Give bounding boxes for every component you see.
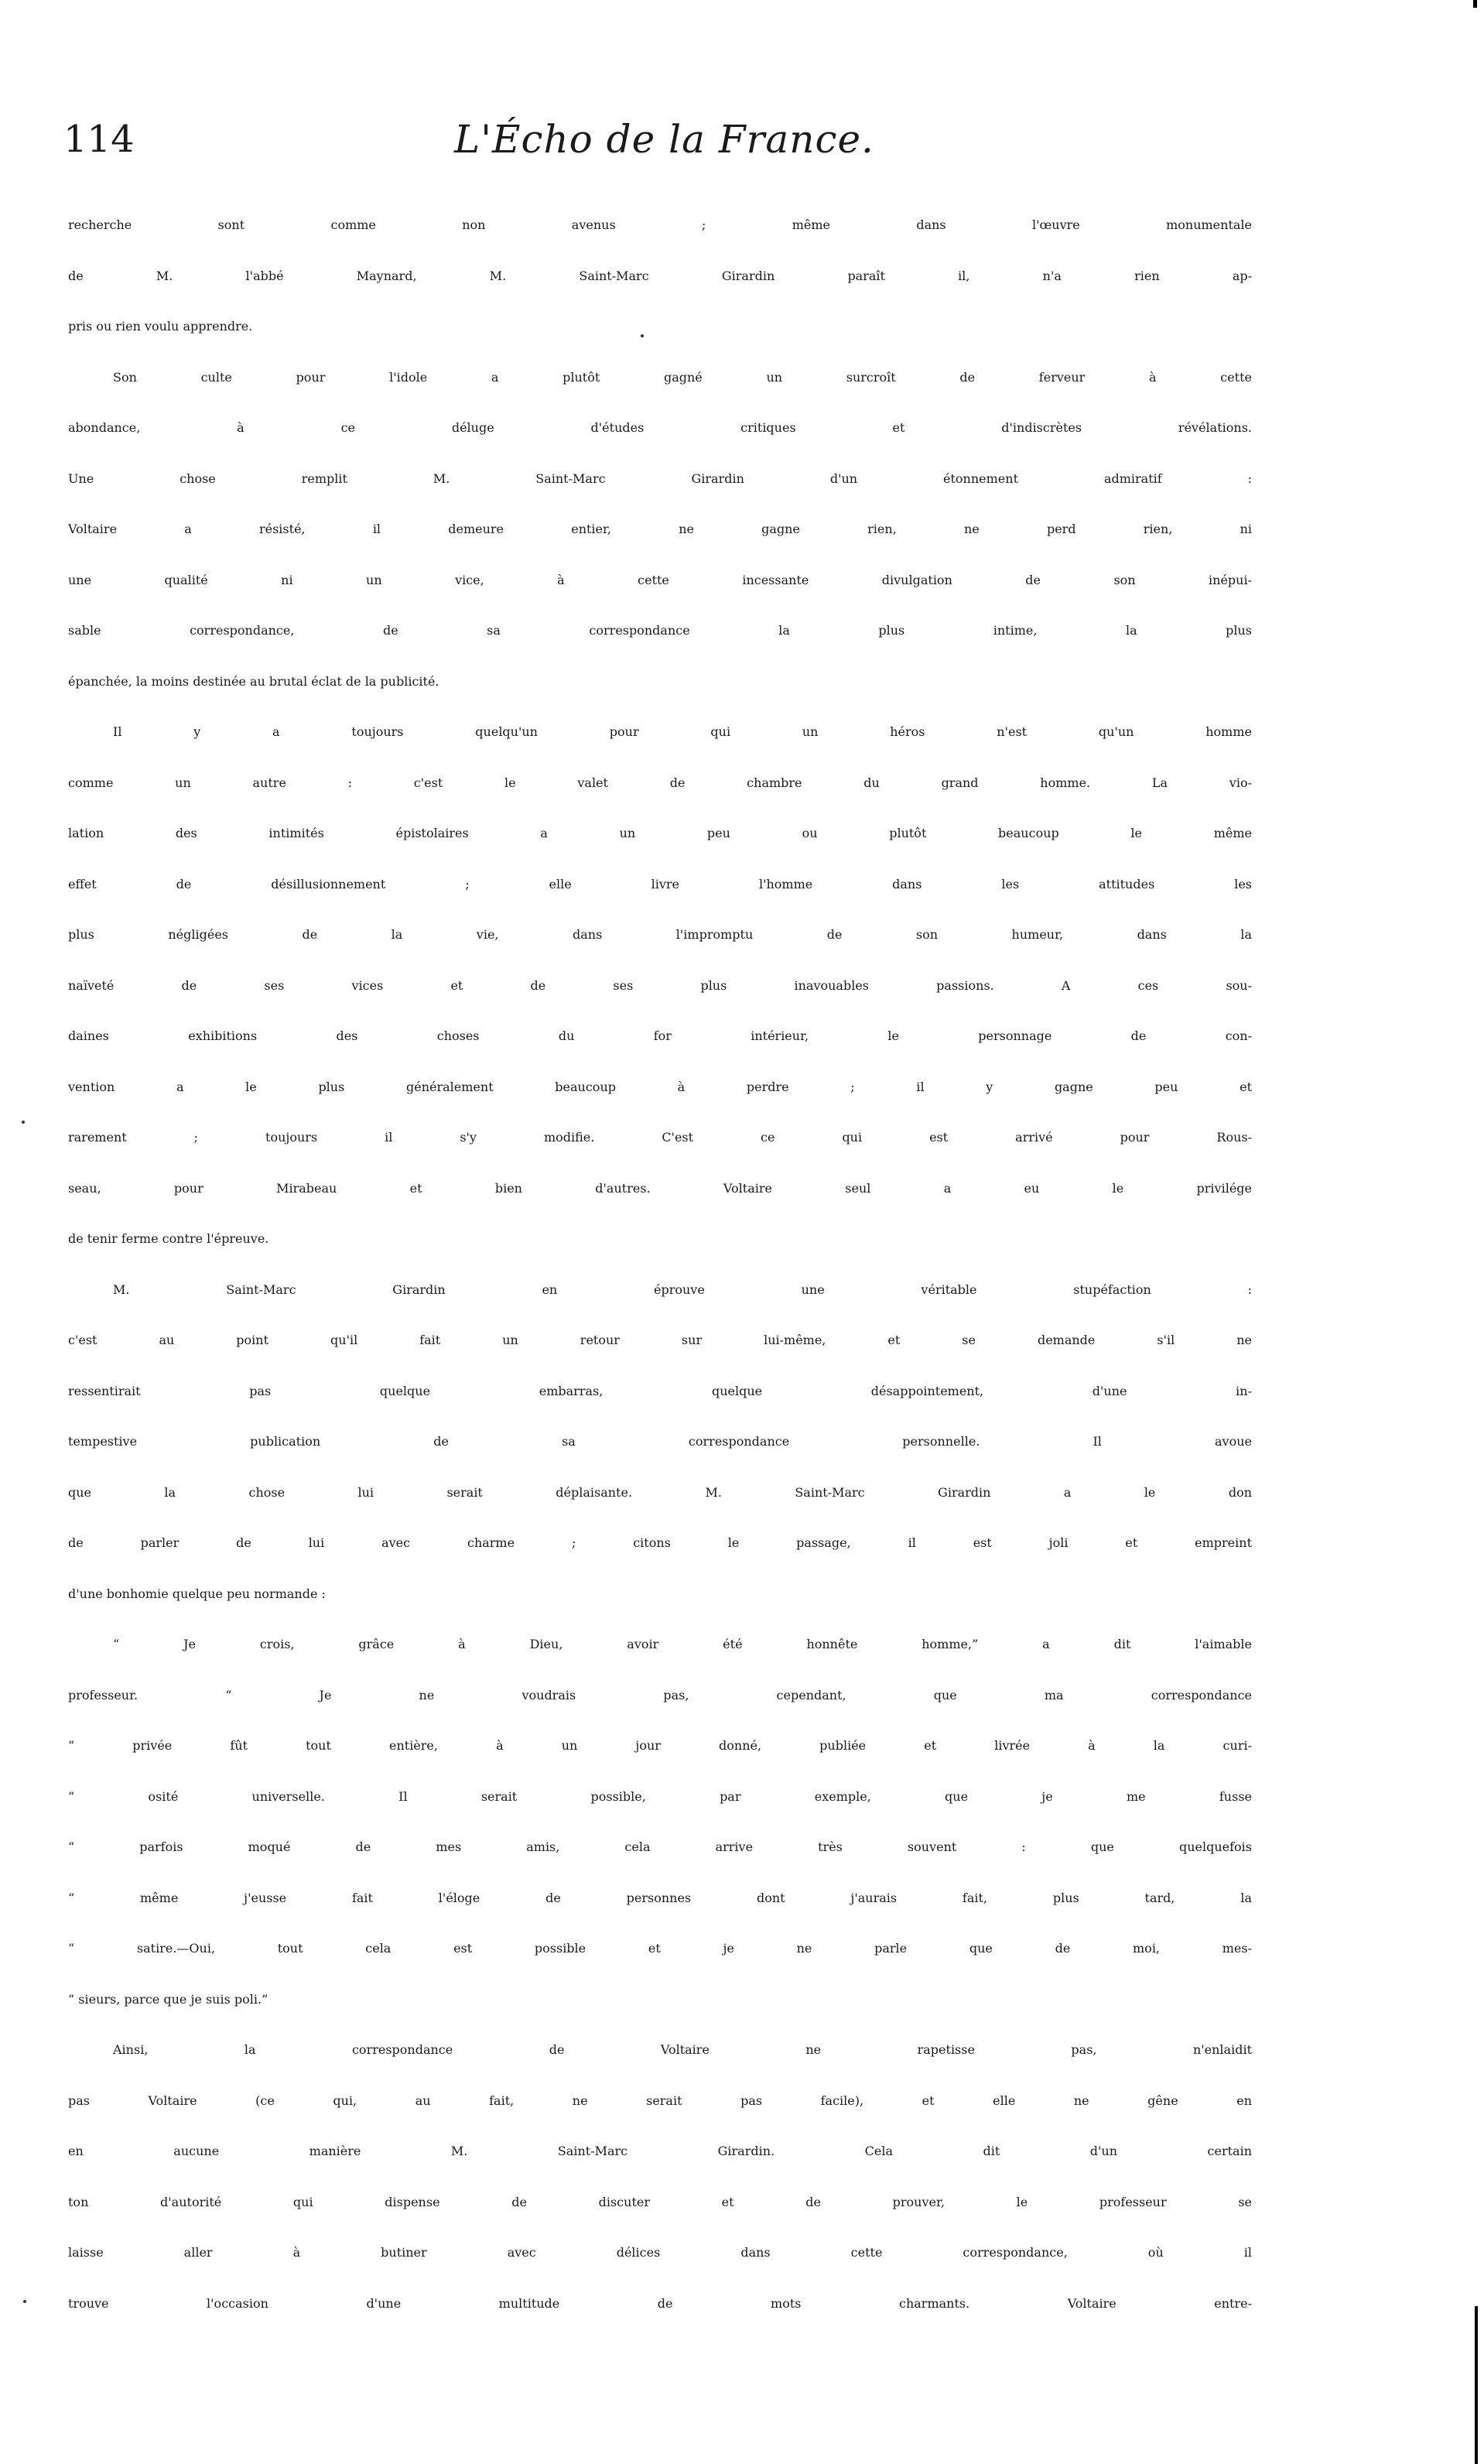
paragraph: [68, 370, 1252, 725]
text-line: laisse aller à butiner avec délices dans cette correspondance, où il: [68, 2245, 1252, 2260]
text-line: M. Saint-Marc Girardin en éprouve une véritable stupéfaction :: [113, 1282, 1252, 1297]
scan-speck: [22, 1121, 25, 1124]
text-line: une qualité ni un vice, à cette incessante divulgation de son inépui-: [68, 572, 1252, 587]
text-line: d'une bonhomie quelque peu normande :: [68, 1586, 326, 1601]
text-line: en aucune manière M. Saint-Marc Girardin. Cela dit d'un certain: [68, 2144, 1252, 2158]
text-line: ressentirait pas quelque embarras, quelque désappointement, d'une in-: [68, 1383, 1252, 1398]
text-line: Une chose remplit M. Saint-Marc Girardin d'un étonnement admiratif :: [68, 471, 1252, 486]
text-line: seau, pour Mirabeau et bien d'autres. Voltaire seul a eu le privilége: [68, 1180, 1252, 1196]
paragraph: [68, 724, 1252, 1282]
text-line: trouve l'occasion d'une multitude de mots charmants. Voltaire entre-: [68, 2295, 1252, 2311]
text-line: Il y a toujours quelqu'un pour qui un héros n'est qu'un homme: [113, 724, 1252, 739]
text-line: “ même j'eusse fait l'éloge de personnes dont j'aurais fait, plus tard, la: [68, 1890, 1252, 1905]
text-line: “ osité universelle. Il serait possible, par exemple, que je me fusse: [68, 1788, 1252, 1804]
scan-speck: [23, 2300, 26, 2303]
body-text: [68, 217, 1252, 2346]
page-header: [63, 116, 1247, 170]
text-line: “ Je crois, grâce à Dieu, avoir été honnête homme,” a dit l'aimable: [113, 1637, 1252, 1651]
text-line: que la chose lui serait déplaisante. M. Saint-Marc Girardin a le don: [68, 1484, 1252, 1500]
text-line: lation des intimités épistolaires a un peu ou plutôt beaucoup le même: [68, 826, 1252, 840]
text-line: épanchée, la moins destinée au brutal éclat de la publicité.: [68, 673, 439, 689]
text-line: pas Voltaire (ce qui, au fait, ne serait pas facile), et elle ne gêne en: [68, 2093, 1252, 2108]
quotation: [68, 1637, 1252, 2042]
paragraph: [68, 217, 1252, 370]
text-line: rarement ; toujours il s'y modifie. C'est ce qui est arrivé pour Rous-: [68, 1130, 1252, 1145]
text-line: Voltaire a résisté, il demeure entier, ne gagne rien, ne perd rien, ni: [68, 522, 1252, 536]
text-line: professeur. “ Je ne voudrais pas, cependant, que ma correspondance: [68, 1687, 1252, 1703]
text-line: c'est au point qu'il fait un retour sur lui-même, et se demande s'il ne: [68, 1333, 1252, 1347]
text-line: vention a le plus généralement beaucoup à perdre ; il y gagne peu et: [68, 1079, 1252, 1094]
text-line: Son culte pour l'idole a plutôt gagné un surcroît de ferveur à cette: [113, 369, 1252, 385]
text-line: tempestive publication de sa correspondance personnelle. Il avoue: [68, 1434, 1252, 1449]
text-line: abondance, à ce déluge d'études critiques et d'indiscrètes révélations.: [68, 420, 1252, 435]
text-line: “ sieurs, parce que je suis poli.”: [68, 1991, 268, 2007]
text-line: “ satire.—Oui, tout cela est possible et je ne parle que de moi, mes-: [68, 1941, 1252, 1956]
running-title: L'Écho de la France.: [454, 117, 874, 162]
text-line: naïveté de ses vices et de ses plus inavouables passions. A ces sou-: [68, 977, 1252, 993]
text-line: ton d'autorité qui dispense de discuter et de prouver, le professeur se: [68, 2194, 1252, 2209]
text-line: daines exhibitions des choses du for intérieur, le personnage de con-: [68, 1028, 1252, 1043]
text-line: comme un autre : c'est le valet de chambre du grand homme. La vio-: [68, 775, 1252, 790]
paragraph: [68, 2042, 1252, 2346]
text-line: de M. l'abbé Maynard, M. Saint-Marc Girardin paraît il, n'a rien ap-: [68, 268, 1252, 283]
text-line: de parler de lui avec charme ; citons le passage, il est joli et empreint: [68, 1535, 1252, 1550]
text-line: plus négligées de la vie, dans l'impromptu de son humeur, dans la: [68, 927, 1252, 942]
text-line: pris ou rien voulu apprendre.: [68, 319, 253, 334]
page-number: 114: [63, 118, 135, 161]
scan-edge-mark: [1475, 2306, 1478, 2464]
text-line: de tenir ferme contre l'épreuve.: [68, 1231, 269, 1246]
text-line: “ parfois moqué de mes amis, cela arrive très souvent : que quelquefois: [68, 1839, 1252, 1854]
text-line: “ privée fût tout entière, à un jour donné, publiée et livrée à la curi-: [68, 1738, 1252, 1753]
scan-edge-mark: [1473, 0, 1477, 8]
text-line: recherche sont comme non avenus ; même dans l'œuvre monumentale: [68, 217, 1252, 232]
text-line: effet de désillusionnement ; elle livre l'homme dans les attitudes les: [68, 876, 1252, 891]
text-line: Ainsi, la correspondance de Voltaire ne rapetisse pas, n'enlaidit: [113, 2042, 1252, 2057]
text-line: sable correspondance, de sa correspondance la plus intime, la plus: [68, 623, 1252, 638]
paragraph: [68, 1282, 1252, 1638]
